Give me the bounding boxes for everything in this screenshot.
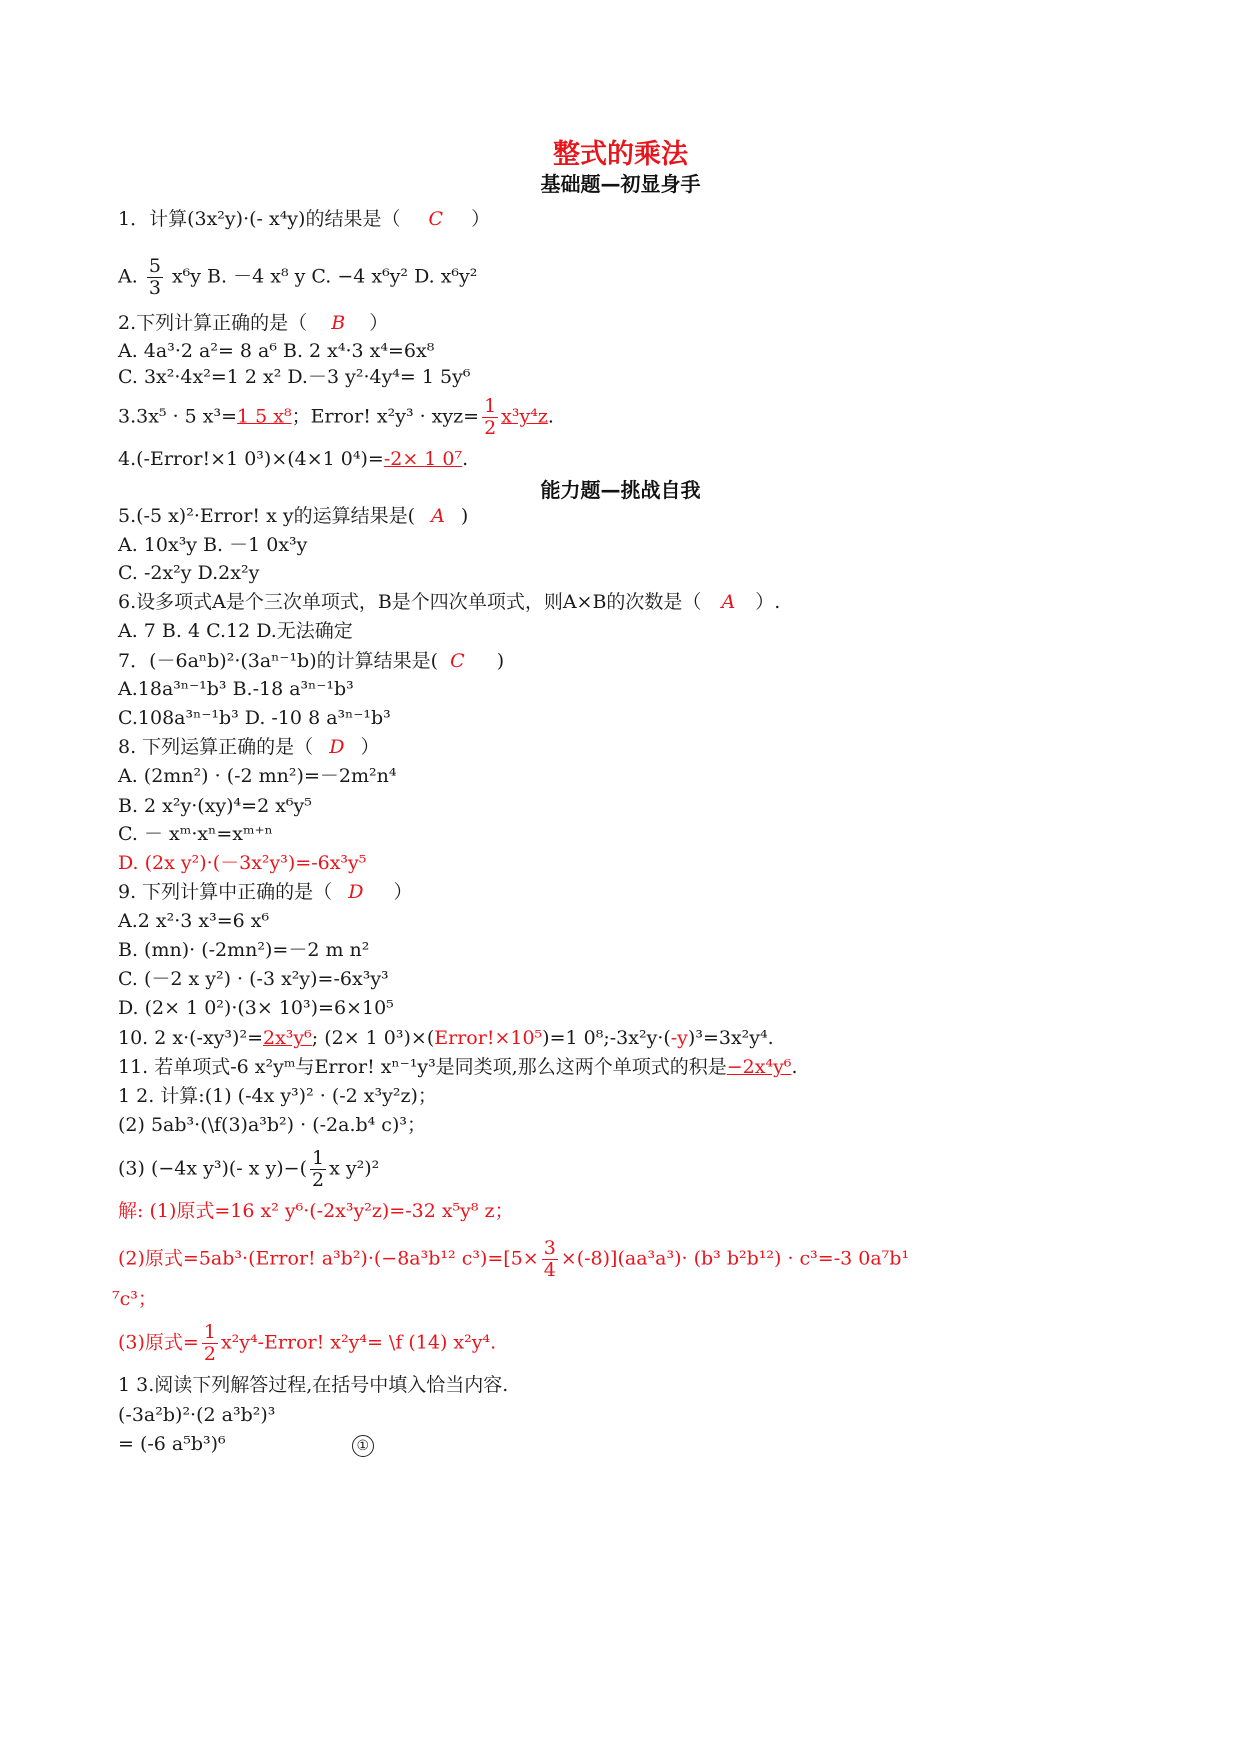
q12-3-fraction-den: 2 [312,1168,325,1191]
q7-options-ab: A.18a³ⁿ⁻¹b³ B.-18 a³ⁿ⁻¹b³ [118,678,354,700]
q1-options-rest: x⁶y B. －4 x⁸ y C. −4 x⁶y² D. x⁶y² [171,265,478,288]
q13-line-2-text: = (-6 a⁵b³)⁶ [118,1433,226,1455]
q5-answer: A [431,505,445,527]
sol2-fraction-num: 3 [543,1237,556,1259]
q1-fraction [147,256,163,299]
q3-fraction [482,396,498,439]
q12-3-fraction [310,1148,326,1191]
q12-3-text-a: (3) (−4x y³)(- x y)−( [118,1157,307,1180]
q7-options-cd: C.108a³ⁿ⁻¹b³ D. -10 8 a³ⁿ⁻¹b³ [118,707,391,729]
question-2 [118,312,388,335]
q4-end: . [462,448,469,470]
q3-fraction-den: 2 [484,416,497,439]
q5-options-ab: A. 10x³y B. －1 0x³y [118,534,308,556]
q3-answer-1: 1 5 x⁸ [237,405,292,428]
q9-end: ） [393,881,413,903]
q9-option-a: A.2 x²·3 x³=6 x⁶ [118,910,270,932]
q6-text: 6.设多项式A是个三次单项式，B是个四次单项式，则A×B的次数是（ [118,591,702,613]
section-heading-ability: 能力题—挑战自我 [540,478,701,502]
q10-answer-2: Error!×10⁵ [434,1027,543,1049]
question-1 [118,208,490,231]
q1-option-a-label: A. [118,265,138,288]
solution-1: 解: (1)原式=16 x² y⁶·(-2x³y²z)=-32 x⁵y⁸ z； [118,1200,514,1222]
sol3-fraction [202,1322,218,1365]
q10-text-b: ; (2× 1 0³)×( [311,1027,435,1049]
q3-answer-2: x³y⁴z [501,405,548,428]
question-8 [118,736,380,759]
q2-answer: B [331,312,346,334]
q11-end: . [791,1056,798,1078]
q4-text: 4.(-Error!×1 0³)×(4×1 0⁴)= [118,448,384,470]
q12-3-text-b: x y²)² [329,1157,380,1180]
q8-option-b: B. 2 x²y·(xy)⁴=2 x⁶y⁵ [118,795,312,817]
sol2-text-a: (2)原式=5ab³·(Error! a³b²)·(−8a³b¹² c³)=[5× [118,1247,539,1270]
section-heading-basic: 基础题—初显身手 [540,172,701,196]
q12-part-2: (2) 5ab³·(\f(3)a³b²) · (-2a.b⁴ c)³； [118,1114,426,1136]
question-6 [118,591,780,614]
question-7 [118,650,504,673]
question-4 [118,448,468,471]
question-10 [118,1027,774,1050]
q1-text: 1．计算(3x²y)·(- x⁴y)的结果是（ [118,208,401,230]
q8-end: ） [360,736,380,758]
solution-3 [118,1322,496,1365]
q6-options: A. 7 B. 4 C.12 D.无法确定 [118,620,353,642]
q12-3-fraction-num: 1 [312,1147,325,1169]
question-5 [118,505,468,528]
question-12: 1 2. 计算:(1) (-4x y³)² · (-2 x³y²z)； [118,1085,437,1107]
q13-line-2 [118,1433,374,1457]
q11-text: 11. 若单项式-6 x²yᵐ与Error! xⁿ⁻¹y³是同类项,那么这两个单项式的积是 [118,1056,727,1078]
sol3-fraction-den: 2 [203,1342,216,1365]
q10-answer-3: -y [670,1027,688,1049]
q4-answer: -2× 1 0⁷ [383,448,463,470]
q5-options-cd: C. -2x²y D.2x²y [118,562,260,584]
q10-text-a: 10. 2 x·(-xy³)²= [118,1027,263,1049]
q8-option-d: D. (2x y²)·(－3x²y³)=-6x³y⁵ [118,852,367,874]
q10-answer-1: 2x³y⁶ [263,1027,312,1049]
sol2-fraction-den: 4 [543,1258,556,1281]
q1-fraction-num: 5 [148,255,161,277]
q2-text: 2.下列计算正确的是（ [118,312,308,334]
q9-option-b: B. (mn)· (-2mn²)=－2 m n² [118,939,370,961]
q3-text-a: 3.3x⁵ · 5 x³= [118,405,238,428]
q1-end: ） [471,208,491,230]
q2-options-cd: C. 3x²·4x²=1 2 x² D.－3 y²·4y⁴= 1 5y⁶ [118,366,471,388]
q6-answer: A [721,591,736,613]
q9-text: 9. 下列计算中正确的是（ [118,881,333,903]
solution-2 [118,1238,909,1281]
q8-option-a: A. (2mn²) · (-2 mn²)=－2m²n⁴ [118,765,397,787]
q5-end: ) [460,505,469,527]
q9-option-d: D. (2× 1 0²)·(3× 10³)=6×10⁵ [118,997,394,1019]
question-11 [118,1056,797,1079]
question-3 [118,396,554,439]
sol2-text-b: ×(-8)](aa³a³)· (b³ b²b¹²) · c³=-3 0a⁷b¹ [560,1247,910,1270]
q2-end: ） [369,312,389,334]
q2-options-ab: A. 4a³·2 a²= 8 a⁶ B. 2 x⁴·3 x⁴=6x⁸ [118,340,435,362]
q7-end: ) [496,650,505,672]
question-13: 1 3.阅读下列解答过程,在括号中填入恰当内容. [118,1374,509,1396]
q10-text-c: )=1 0⁸;-3x²y·( [542,1027,671,1049]
sol3-text-a: (3)原式= [118,1331,199,1354]
sol3-text-b: x²y⁴-Error! x²y⁴= \f (14) x²y⁴. [220,1331,497,1354]
q6-end: ）. [755,591,781,613]
sol2-fraction [542,1238,558,1281]
q3-end: . [547,405,554,428]
sol3-fraction-num: 1 [203,1321,216,1343]
q5-text: 5.(-5 x)²·Error! x y的运算结果是( [118,505,416,527]
solution-2-cont: ⁷c³； [112,1288,157,1310]
q1-fraction-den: 3 [148,276,161,299]
q7-answer: C [450,650,465,672]
q9-answer: D [348,881,364,903]
q1-answer: C [428,208,444,230]
page-title: 整式的乘法 [553,139,688,170]
q8-text: 8. 下列运算正确的是（ [118,736,314,758]
step-marker-1: ① [352,1435,374,1457]
question-1-options [118,256,477,299]
q3-text-b: ；Error! x²y³ · xyz= [291,405,480,428]
question-9 [118,881,413,904]
q11-answer: −2x⁴y⁶ [726,1056,792,1078]
q12-part-3 [118,1148,379,1191]
q7-text: 7．(－6aⁿb)²·(3aⁿ⁻¹b)的计算结果是( [118,650,439,672]
q3-fraction-num: 1 [484,395,497,417]
q9-option-c: C. (－2 x y²) · (-3 x²y)=-6x³y³ [118,968,389,990]
q8-answer: D [329,736,345,758]
q13-line-1: (-3a²b)²·(2 a³b²)³ [118,1404,276,1426]
q10-text-d: )³=3x²y⁴. [687,1027,774,1049]
q8-option-c: C. － xᵐ·xⁿ=xᵐ⁺ⁿ [118,823,273,845]
